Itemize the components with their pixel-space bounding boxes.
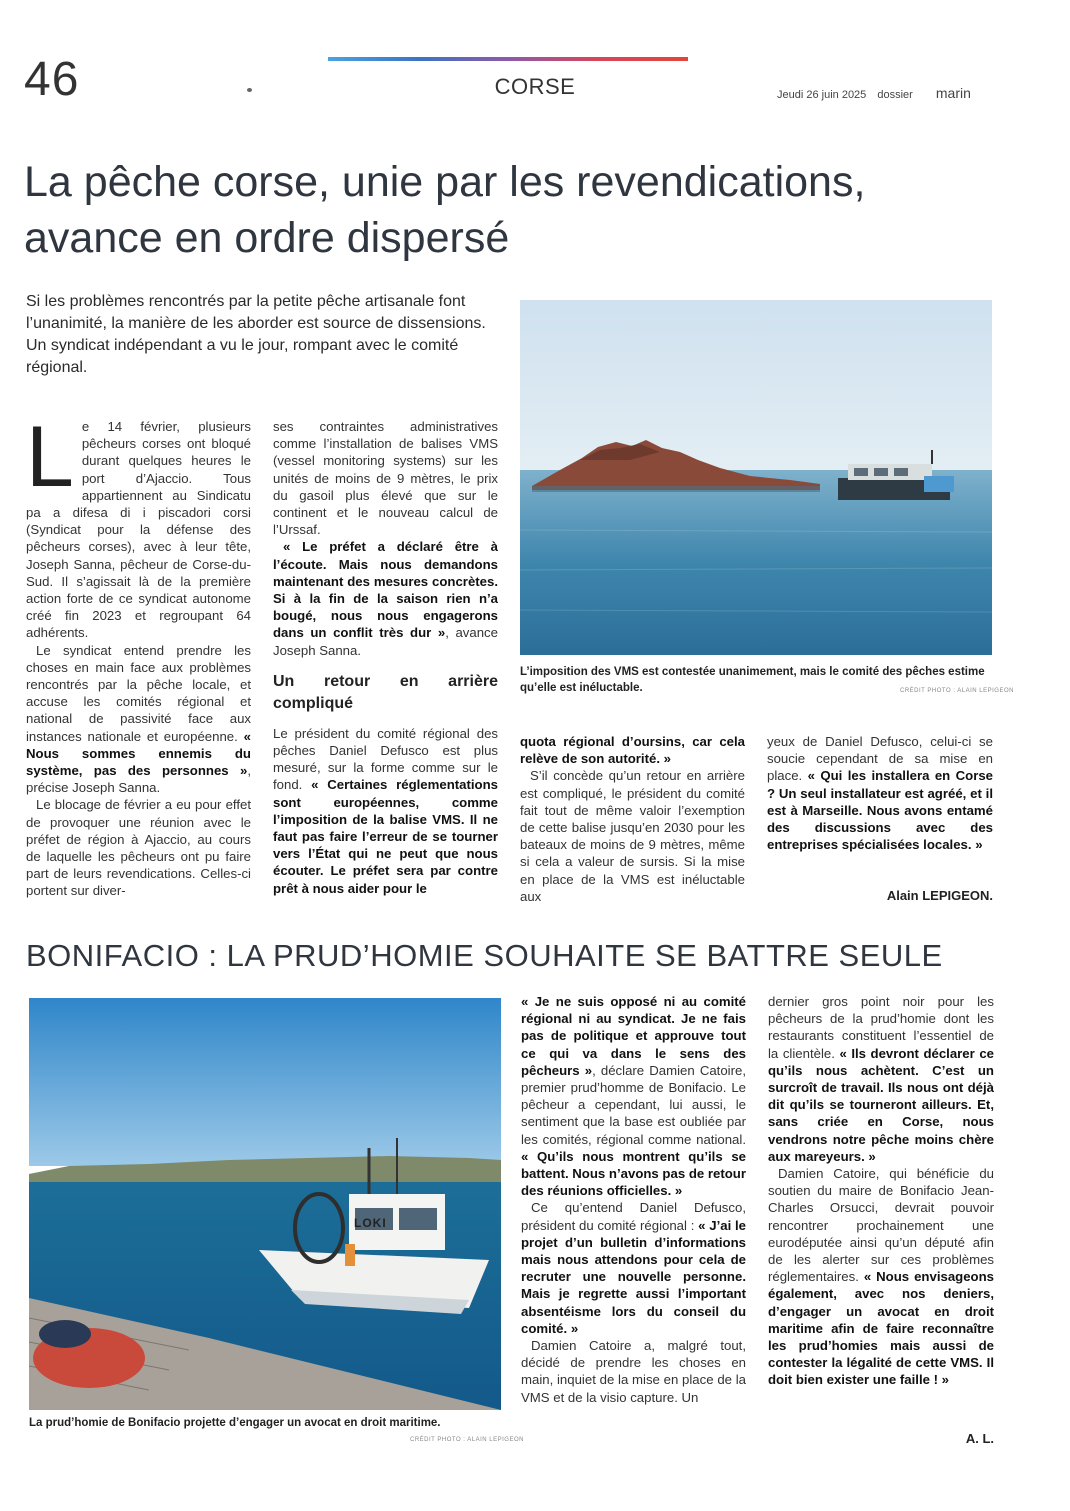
sidebar-quote-4: « Ils devront déclarer ce qu’ils nous achètent. C’est un surcroît de travail. Ils nous ont déjà dit qu’ils se tourneront ailleurs. Et, sans criée en Corse, nous vendrons notre pêche moins chère aux mareyeurs. »	[768, 1045, 994, 1164]
sidebar-signature: A. L.	[965, 1431, 994, 1446]
sidebar-paragraph-3: Damien Catoire a, malgré tout, décidé de prendre les choses en main, inquiet de la mise en place de la VMS et de la visio capture. Un	[521, 1338, 746, 1405]
col2-paragraph-3: Le président du comité régional des pêches Daniel Defusco est plus mesuré, sur la forme comme sur le fond.	[273, 725, 498, 793]
col2-paragraph-1: ses contraintes administratives comme l’installation de balises VMS (vessel monitoring systems) sur les unités de moins de 9 mètres, le prix du gasoil plus élevé que sur le continent et le nouveau calcul de l’Urssaf.	[273, 419, 498, 538]
island-boat-illustration	[520, 300, 992, 655]
sidebar-paragraph-1: , déclare Damien Catoire, premier prud’homme de Bonifacio. Le pêcheur a cependant, lui aussi, le sentiment que la base est oubliée par les comités, régional comme national.	[521, 1062, 746, 1147]
photo-2-credit: CRÉDIT PHOTO : ALAIN LEPIGEON	[410, 1437, 524, 1443]
photo-2-caption: La prud’homie de Bonifacio projette d’engager un avocat en droit maritime.	[29, 1417, 441, 1429]
brand-logo: marin	[935, 85, 971, 101]
island-boat-photo	[520, 300, 992, 655]
col3-paragraph-2: S’il concède qu’un retour en arrière est compliqué, le président du comité fait tout de même valoir l’exemption de cette balise jusqu’en 2030 pour les bateaux de moins de 9 mètres, même si cela a valeur de sursis. Si la mise en place de la VMS est inéluctable aux	[520, 768, 745, 904]
sidebar-column-1	[521, 993, 746, 1406]
article-column-4	[767, 733, 993, 853]
col2-quote-2: « Certaines réglementations sont européennes, comme l’imposition de la balise VMS. Il ne faut pas faire l’erreur de se tourner vers l’État qui ne peut que nous écouter. Le préfet sera par contre prêt à nous aider pour le	[273, 777, 498, 896]
photo-1-caption: L’imposition des VMS est contestée unanimement, mais le comité des pêches estime qu’elle est inéluctable.	[520, 666, 985, 694]
sidebar-column-2	[768, 993, 994, 1389]
section-label: CORSE	[494, 74, 576, 99]
article-column-3	[520, 733, 745, 905]
article-lede: Si les problèmes rencontrés par la petite pêche artisanale font l’unanimité, la manière de les aborder est source de dissensions. Un syndicat indépendant a vu le jour, rompant avec le comité régional.	[26, 293, 486, 376]
header-color-bar	[328, 57, 688, 61]
col1-paragraph-1: e 14 février, plusieurs pêcheurs corses ont bloqué durant quelques heures le port d’Ajaccio. Tous appartiennent au Sindicatu pa a difesa di i piscadori corsi (Syndicat pour la défense des pêcheurs corses), avec à leur tête, Joseph Sanna, pêcheur de Corse-du-Sud. Il s’agissait là de la première action forte de ce syndicat autonome créé fin 2023 et regroupant 64 adhérents.	[26, 419, 251, 641]
article-column-2	[273, 418, 498, 897]
article-headline	[24, 154, 1024, 266]
col1-paragraph-2: Le syndicat entend prendre les choses en main face aux problèmes rencontrés par la pêche locale, et accuse les comités régional et national de passivité face aux instances nationale et européenne.	[26, 642, 251, 744]
col1-attribution: , précise Joseph Sanna.	[26, 763, 251, 796]
col2-attribution: , avance Joseph Sanna.	[273, 625, 498, 658]
article-column-1	[26, 409, 251, 900]
col1-paragraph-3: Le blocage de février a eu pour effet de provoquer une réunion avec le préfet de région à Ajaccio, au cours de laquelle les pêcheurs ont pu faire part de leurs revendications. Celles-ci portent sur diver-	[26, 797, 251, 899]
headline-line-1: La pêche corse, unie par les revendications,	[24, 158, 866, 206]
sidebar-quote-2: « Qu’ils nous montrent qu’ils se battent. Nous n’avons pas de retour des réunions officielles. »	[521, 1148, 746, 1199]
page-number: 46	[24, 53, 80, 106]
bonifacio-dock-photo	[29, 998, 501, 1410]
drop-cap: L	[26, 409, 74, 505]
col4-paragraph-1: yeux de Daniel Defusco, celui-ci se soucie cependant de sa mise en place.	[767, 734, 993, 784]
col1-quote: « Nous sommes ennemis du système, pas des personnes »	[26, 728, 251, 779]
rubric-label: dossier	[877, 89, 913, 101]
col2-quote: « Le préfet a déclaré être à l’écoute. Mais nous demandons maintenant des mesures concrètes. Si à la fin de la saison rien n’a bougé, nous nous engagerons dans un conflit très dur »	[273, 539, 498, 641]
headline-line-2: avance en ordre dispersé	[24, 214, 510, 262]
article-subheading: Un retour en arrière compliqué	[273, 672, 498, 712]
col4-quote: « Qui les installera en Corse ? Un seul installateur est agréé, et il est à Marseille. Nous avons entamé des discussions avec des entreprises spécialisées locales. »	[767, 768, 994, 853]
col3-quote: quota régional d’oursins, car cela relève de son autorité. »	[520, 734, 745, 767]
article-signature: Alain LEPIGEON.	[886, 888, 993, 903]
header-meta	[777, 85, 971, 101]
sidebar-title: BONIFACIO : LA PRUD’HOMIE SOUHAITE SE BATTRE SEULE	[26, 938, 943, 973]
sidebar-paragraph-2: Ce qu’entend Daniel Defusco, président du comité régional :	[521, 1200, 746, 1233]
bonifacio-dock-illustration	[29, 998, 501, 1410]
photo-1-credit: CRÉDIT PHOTO : ALAIN LEPIGEON	[900, 688, 1014, 694]
sidebar-quote-5: « Nous envisageons également, avec nos deniers, d’engager un avocat en droit maritime afin de faire reconnaître les prud’homies mais aussi de contester la légalité de cette VMS. Il doit bien exister une faille ! »	[768, 1269, 994, 1388]
issue-date: Jeudi 26 juin 2025	[777, 89, 867, 101]
sidebar-paragraph-4: dernier gros point noir pour les pêcheurs de la prud’homie dont les restaurants constituent l’essentiel de la clientèle.	[768, 994, 994, 1061]
sidebar-paragraph-5: Damien Catoire, qui bénéficie du soutien du maire de Bonifacio Jean-Charles Orsucci, devrait pouvoir rencontrer prochainement une eurodéputée ainsi qu’un député afin de les alerter sur ces problèmes réglementaires.	[768, 1166, 994, 1285]
sidebar-quote-1: « Je ne suis opposé ni au comité régional ni au syndicat. Je ne fais pas de politique et approuve tout ce qui va dans le sens des pêcheurs »	[521, 994, 746, 1078]
boat-name-label: LOKI	[354, 1216, 387, 1230]
sidebar-quote-3: « J’ai le projet d’un bulletin d’informations mais nous attendons pour cela de recruter une nouvelle personne. Mais je regrette aussi l’important absentéisme lors du conseil du comité. »	[521, 1217, 746, 1336]
